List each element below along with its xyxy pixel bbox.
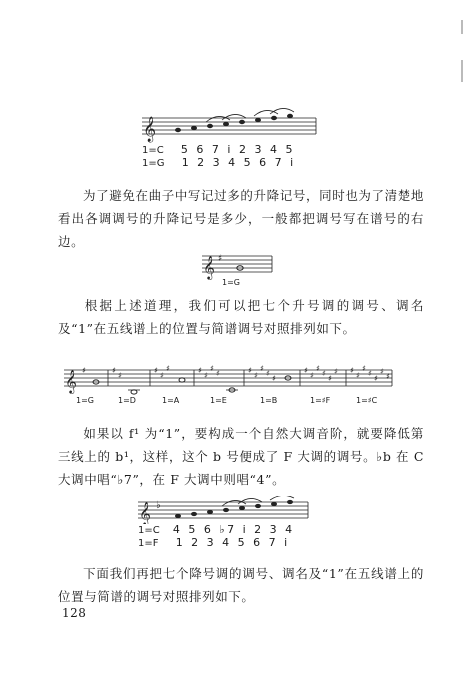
page-number: 128 xyxy=(62,606,87,620)
svg-text:♯: ♯ xyxy=(374,374,378,383)
svg-text:♯: ♯ xyxy=(368,369,372,378)
paragraph-text: 下面我们再把七个降号调的调号、调名及“1”在五线谱上的位置与简谱的调号对照排列如下。 xyxy=(58,566,424,604)
svg-text:♯: ♯ xyxy=(260,364,264,373)
key-label-5: 1=B xyxy=(260,396,278,405)
svg-text:♯: ♯ xyxy=(118,371,122,380)
svg-text:♯: ♯ xyxy=(254,371,258,380)
paragraph-f-major-explanation xyxy=(58,422,424,491)
key-label-7: 1=♯C xyxy=(356,396,378,405)
svg-text:♯: ♯ xyxy=(216,369,220,378)
notes-row-c: 4 5 6 ♭7 i 2 3 4 xyxy=(172,523,295,536)
key-label-g: 1=G xyxy=(142,158,165,169)
svg-text:♯: ♯ xyxy=(380,367,384,376)
paragraph-text: 如果以 f¹ 为“1”，要构成一个自然大调音阶，就要降低第三线上的 b¹，这样，这个 b 号便成了 F 大调的调号。♭b 在 C 大调中唱“♭7”，在 F 大调中则唱“4”。 xyxy=(58,426,424,487)
treble-clef-icon: 𝄞 xyxy=(65,369,77,393)
svg-text:♯: ♯ xyxy=(160,371,164,380)
key-label-4: 1=E xyxy=(210,396,227,405)
svg-text:♯: ♯ xyxy=(328,374,332,383)
paragraph-sharp-keys-intro xyxy=(58,294,424,340)
sharp-icon: ♯ xyxy=(218,254,223,264)
notes-row-g: 1 2 3 4 5 6 7 i xyxy=(181,156,296,169)
svg-text:♯: ♯ xyxy=(272,374,276,383)
svg-text:♯: ♯ xyxy=(362,364,366,373)
margin-marks xyxy=(454,0,466,120)
svg-text:♯: ♯ xyxy=(154,366,158,375)
svg-text:♯: ♯ xyxy=(210,364,214,373)
svg-text:♯: ♯ xyxy=(112,366,116,375)
flat-icon: ♭ xyxy=(156,500,161,511)
svg-text:♯: ♯ xyxy=(386,372,390,381)
staff-scale-c-f xyxy=(136,496,312,524)
treble-clef-icon: 𝄞 xyxy=(143,117,157,142)
svg-text:♯: ♯ xyxy=(356,371,360,380)
staff-key-g xyxy=(200,250,280,280)
svg-text:♯: ♯ xyxy=(166,364,170,373)
key-label-g: 1=G xyxy=(222,278,240,287)
key-label-f: 1=F xyxy=(138,538,159,549)
figure-scale-c-f xyxy=(136,496,312,550)
svg-text:♯: ♯ xyxy=(198,366,202,375)
notes-row-c: 5 6 7 i 2 3 4 5 xyxy=(180,143,295,156)
key-label-c: 1=C xyxy=(138,525,160,536)
svg-text:♯: ♯ xyxy=(322,369,326,378)
svg-text:♯: ♯ xyxy=(304,366,308,375)
paragraph-key-signature-placement xyxy=(58,184,424,253)
svg-text:♯: ♯ xyxy=(350,366,354,375)
paragraph-text: 根据上述道理，我们可以把七个升号调的调号、调名及“1”在五线谱上的位置与简谱调号对照排列如下。 xyxy=(58,298,424,336)
figure-sharp-keys xyxy=(62,362,394,410)
svg-text:♯: ♯ xyxy=(248,366,252,375)
figure-scale-c-g xyxy=(140,108,320,170)
notes-row-f: 1 2 3 4 5 6 7 i xyxy=(175,536,290,549)
figure-key-g xyxy=(200,250,280,290)
paragraph-flat-keys-intro xyxy=(58,562,424,608)
svg-text:♯: ♯ xyxy=(334,367,338,376)
svg-text:♯: ♯ xyxy=(204,371,208,380)
key-label-6: 1=♯F xyxy=(310,396,331,405)
paragraph-text: 为了避免在曲子中写记过多的升降记号，同时也为了清楚地看出各调调号的升降记号是多少，一般都把调号写在谱号的右边。 xyxy=(58,188,424,249)
key-label-1: 1=G xyxy=(76,396,94,405)
key-label-3: 1=A xyxy=(162,396,180,405)
key-label-c: 1=C xyxy=(142,145,164,156)
svg-text:♯: ♯ xyxy=(310,371,314,380)
svg-text:♯: ♯ xyxy=(316,364,320,373)
treble-clef-icon: 𝄞 xyxy=(139,501,151,524)
svg-text:♯: ♯ xyxy=(82,366,86,375)
key-label-2: 1=D xyxy=(118,396,136,405)
staff-scale-c-g xyxy=(140,108,320,144)
treble-clef-icon: 𝄞 xyxy=(203,255,215,279)
staff-sharp-keys xyxy=(62,362,394,396)
svg-text:♯: ♯ xyxy=(266,369,270,378)
sharp-key-labels xyxy=(62,396,394,408)
